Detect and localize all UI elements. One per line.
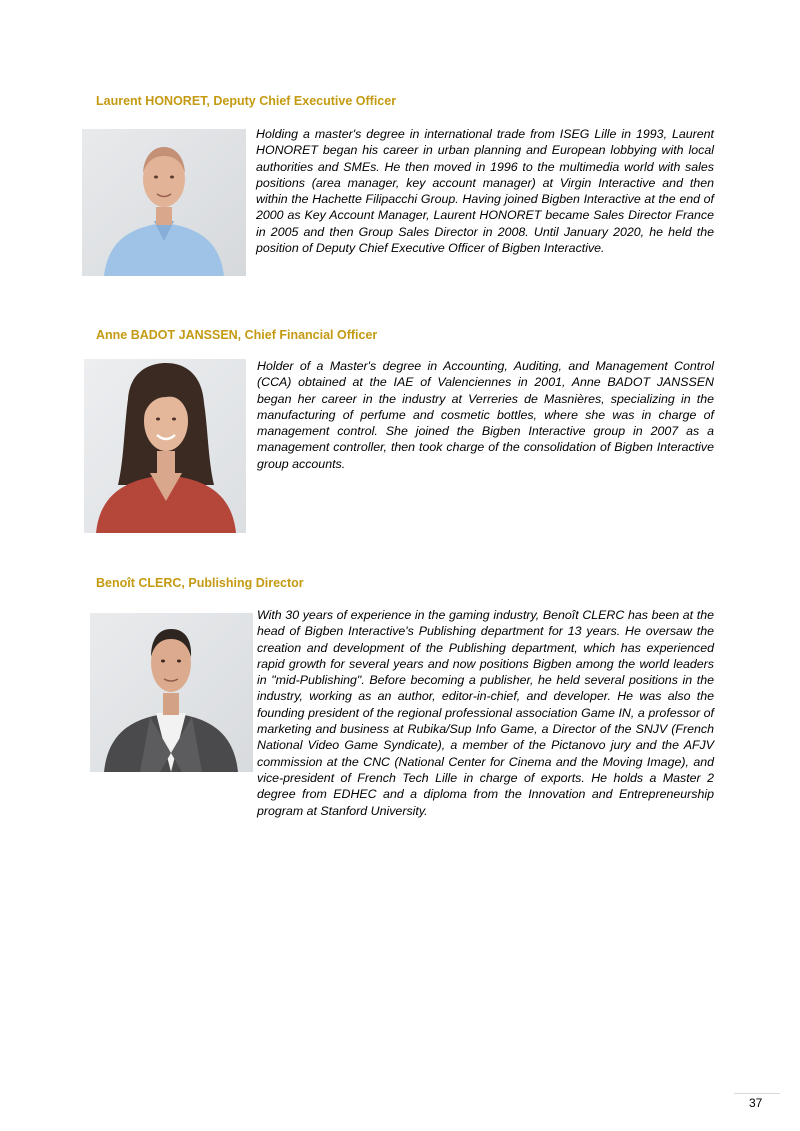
portrait-anne-badot-janssen bbox=[84, 359, 246, 533]
portrait-laurent-honoret bbox=[82, 129, 246, 276]
section-heading-benoit-clerc: Benoît CLERC, Publishing Director bbox=[96, 576, 304, 590]
bio-laurent-honoret: Holding a master's degree in international trade from ISEG Lille in 1993, Laurent HONORET began his career in urban planning and European lobbying with local authorities and SMEs. He then moved in 1996 to the multimedia world with sales positions (area manager, key account manager) at Virgin Interactive and then within the Hachette Filipacchi Group. Having joined Bigben Interactive at the end of 2000 as Key Account Manager, Laurent HONORET became Sales Director France in 2005 and then Group Sales Director in 2008. Until January 2020, he held the position of Deputy Chief Executive Officer of Bigben Interactive. bbox=[256, 127, 714, 256]
bio-anne-badot-janssen: Holder of a Master's degree in Accounting, Auditing, and Management Control (CCA) obtained at the IAE of Valenciennes in 2001, Anne BADOT JANSSEN began her career in the industry at Verreries de Masnières, specializing in the manufacturing of perfume and cosmetic bottles, where she was in charge of management control. She joined the Bigben Interactive group in 2007 as a management controller, then took charge of the consolidation of Bigben Interactive group accounts. bbox=[257, 359, 714, 471]
section-heading-anne-badot-janssen: Anne BADOT JANSSEN, Chief Financial Officer bbox=[96, 328, 378, 342]
section-heading-laurent-honoret: Laurent HONORET, Deputy Chief Executive Officer bbox=[96, 94, 397, 108]
bio-benoit-clerc: With 30 years of experience in the gaming industry, Benoît CLERC has been at the head of Bigben Interactive's Publishing department for 13 years. He oversaw the creation and development of the Publishing department, which has experienced rapid growth for several years and now positions Bigben among the world leaders in "mid-Publishing". Before becoming a publisher, he held several positions in the industry, working as an author, editor-in-chief, and developer. He was also the founding president of the regional professional association Game IN, a professor of marketing and business at Rubika/Sup Info Game, a Director of the SNJV (French National Video Game Syndicate), a member of the Pictanovo jury and the AFJV commission at the CNC (National Center for Cinema and the Moving Image), and vice-president of French Tech Lille in charge of exports. He holds a Master 2 degree from EDHEC and a diploma from the Innovation and Entrepreneurship program at Stanford University. bbox=[257, 608, 714, 818]
footer-divider bbox=[734, 1093, 780, 1094]
page-number: 37 bbox=[749, 1096, 763, 1110]
portrait-benoit-clerc bbox=[90, 613, 253, 772]
